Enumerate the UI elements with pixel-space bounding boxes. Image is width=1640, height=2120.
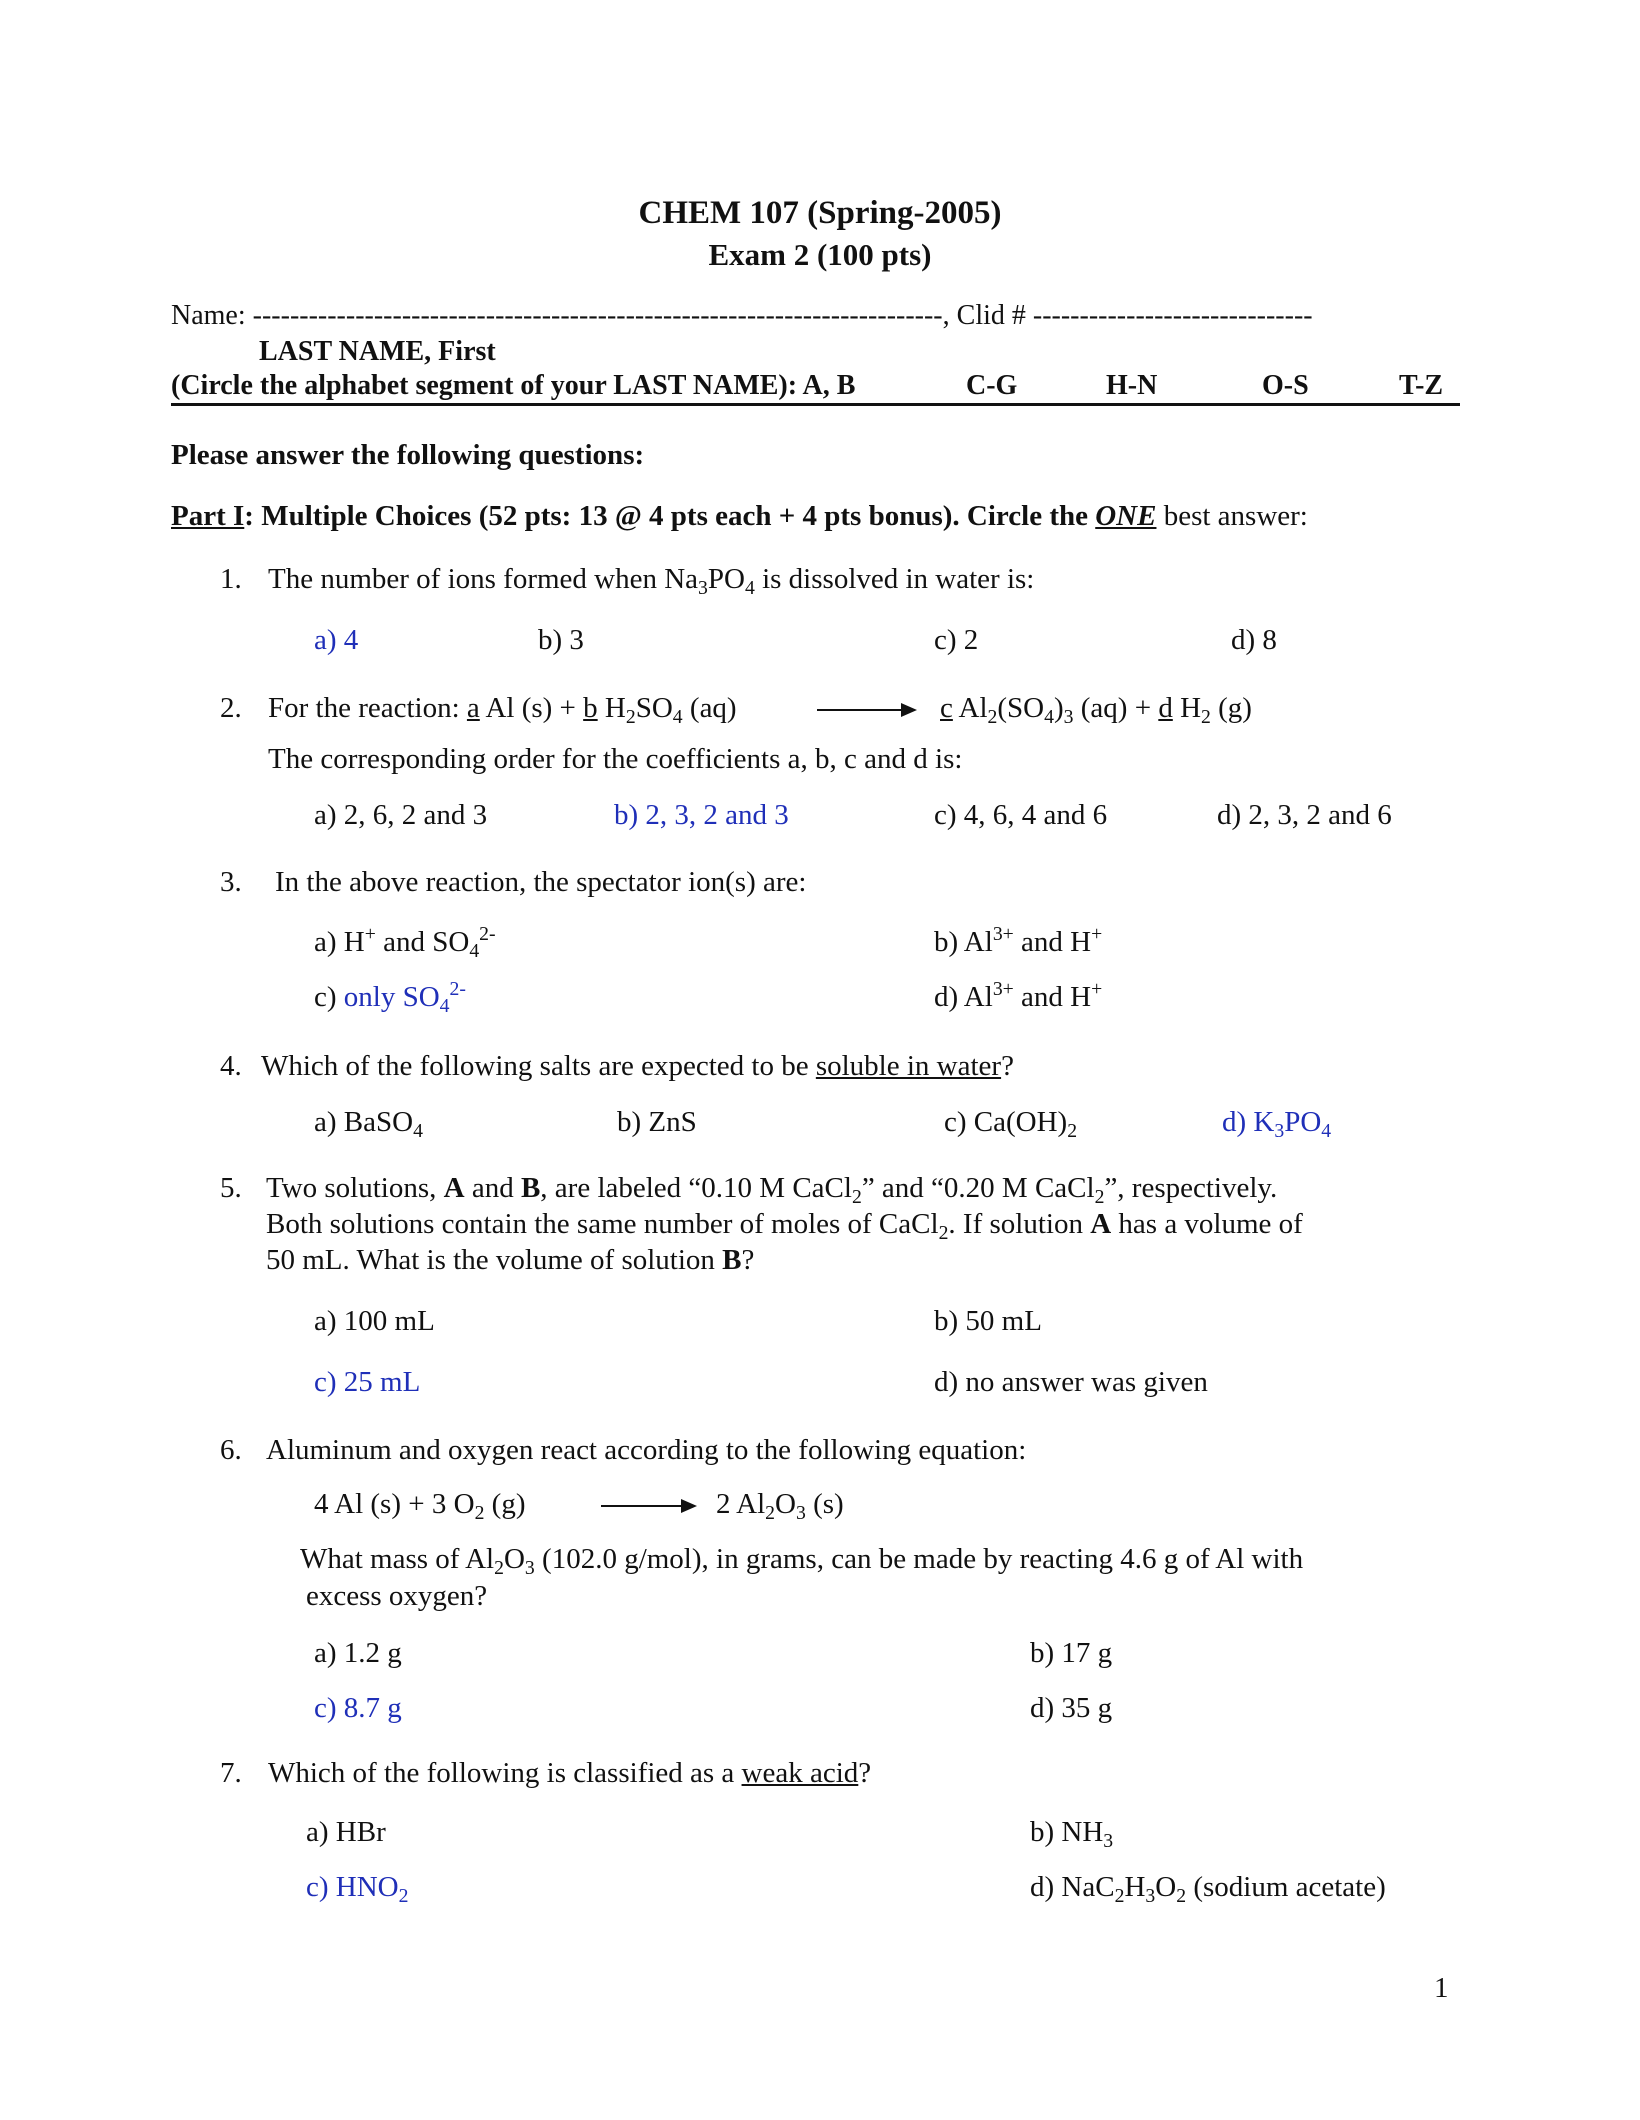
q1-text xyxy=(268,563,1035,599)
q3-option-b[interactable] xyxy=(934,923,1103,959)
q5-number: 5. xyxy=(220,1172,242,1204)
q6-sub: 2 xyxy=(765,1501,776,1524)
coef-d: d xyxy=(1158,692,1173,724)
last-name-hint: LAST NAME, First xyxy=(259,336,496,367)
part1-text: Multiple Choices (52 pts: 13 @ 4 pts each + 4 pts bonus). Circle the xyxy=(253,500,1096,532)
q6-equation-left xyxy=(314,1488,526,1524)
q3-c-pre: c) xyxy=(314,981,344,1013)
coef-c: c xyxy=(940,692,953,724)
q7-underlined: weak acid xyxy=(741,1757,859,1789)
q3-sup: + xyxy=(1091,923,1103,946)
q1-text-m: PO xyxy=(707,563,745,595)
q7-option-a[interactable]: a) HBr xyxy=(306,1816,386,1848)
q3-a-mid: and SO xyxy=(375,926,470,958)
q4-text-a: Which of the following salts are expected to be xyxy=(261,1050,816,1082)
q4-sub: 4 xyxy=(1321,1119,1332,1142)
q5-part: has a volume of xyxy=(1111,1208,1303,1240)
q2-sub: 2 xyxy=(1201,705,1211,728)
q6-sub: 2 xyxy=(474,1501,485,1524)
q1-text-b: is dissolved in water is: xyxy=(754,563,1035,595)
part1-tail: best answer: xyxy=(1156,500,1308,532)
q2-option-b[interactable]: b) 2, 3, 2 and 3 xyxy=(614,799,789,831)
q5-part: ” and “0.20 M CaCl xyxy=(861,1172,1095,1204)
segment-prompt: (Circle the alphabet segment of your LAST NAME): A, B xyxy=(171,370,856,401)
q3-sup: 2- xyxy=(479,923,496,946)
q1-option-b[interactable]: b) 3 xyxy=(538,624,584,656)
q4-sub: 4 xyxy=(413,1119,423,1142)
q4-option-d[interactable] xyxy=(1222,1106,1332,1142)
page-number: 1 xyxy=(1434,1972,1449,2004)
q3-sup: + xyxy=(364,923,376,946)
q2-line2: The corresponding order for the coefficients a, b, c and d is: xyxy=(268,743,963,775)
q5-bold: A xyxy=(443,1172,465,1204)
q1-text-a: The number of ions formed when Na xyxy=(268,563,699,595)
q3-c-answer: only SO xyxy=(343,981,440,1013)
q6-sub: 3 xyxy=(795,1501,806,1524)
q7-option-b[interactable] xyxy=(1030,1816,1114,1852)
q2-part: (SO xyxy=(997,692,1045,724)
q3-option-a[interactable] xyxy=(314,923,496,962)
q2-part: H xyxy=(597,692,626,724)
q3-b-mid: and H xyxy=(1013,926,1092,958)
q3-sup: + xyxy=(1091,978,1103,1001)
q5-sub: 2 xyxy=(938,1221,949,1244)
q4-underlined: soluble in water xyxy=(815,1050,1002,1082)
q7-sub: 2 xyxy=(1114,1884,1125,1907)
coef-a: a xyxy=(466,692,480,724)
course-title: CHEM 107 (Spring-2005) xyxy=(638,195,1002,231)
q7-sub: 3 xyxy=(1145,1884,1156,1907)
q6-line1 xyxy=(300,1543,1304,1579)
q7-c-text: c) HNO xyxy=(306,1871,399,1903)
q6-reaction-arrow xyxy=(601,1497,697,1515)
q4-sub: 3 xyxy=(1274,1119,1285,1142)
name-field[interactable]: -------------------------------------------------------------------------- xyxy=(252,300,943,331)
q4-text xyxy=(261,1050,1014,1083)
q6-option-d[interactable]: d) 35 g xyxy=(1030,1692,1113,1724)
q5-part: and xyxy=(464,1172,521,1204)
q5-option-a[interactable]: a) 100 mL xyxy=(314,1305,435,1337)
q3-text: In the above reaction, the spectator ion(s) are: xyxy=(275,866,807,898)
q7-text xyxy=(268,1757,871,1790)
q1-sub: 4 xyxy=(744,576,755,599)
q2-option-a[interactable]: a) 2, 6, 2 and 3 xyxy=(314,799,488,831)
q2-part: Al xyxy=(952,692,988,724)
q2-part: SO xyxy=(635,692,673,724)
q3-d-mid: and H xyxy=(1013,981,1092,1013)
q2-part: H xyxy=(1172,692,1202,724)
q7-sub: 2 xyxy=(1176,1884,1187,1907)
q6-text: Aluminum and oxygen react according to the following equation: xyxy=(266,1434,1027,1466)
q5-sub: 2 xyxy=(851,1185,862,1208)
segment-t-z[interactable]: T-Z xyxy=(1399,370,1444,401)
q4-text-b: ? xyxy=(1001,1050,1014,1082)
name-line xyxy=(171,300,1313,332)
q5-sub: 2 xyxy=(1094,1185,1105,1208)
q2-lead: For the reaction: xyxy=(268,692,467,724)
q6-part: What mass of Al xyxy=(300,1543,495,1575)
q7-option-c[interactable] xyxy=(306,1871,409,1907)
q6-sub: 3 xyxy=(524,1556,535,1579)
q4-option-b[interactable]: b) ZnS xyxy=(617,1106,697,1138)
q4-c-text: c) Ca(OH) xyxy=(944,1106,1068,1138)
q2-number: 2. xyxy=(220,692,242,724)
q3-sup: 2- xyxy=(449,978,466,1001)
clid-label: Clid # xyxy=(956,300,1026,331)
q6-eq-part: O xyxy=(775,1488,796,1520)
q5-option-d[interactable]: d) no answer was given xyxy=(934,1366,1208,1398)
clid-field[interactable]: ------------------------------ xyxy=(1032,300,1313,331)
q2-option-d[interactable]: d) 2, 3, 2 and 6 xyxy=(1217,799,1392,831)
q3-number: 3. xyxy=(220,866,242,898)
q3-sup: 3+ xyxy=(992,978,1014,1001)
q7-d-part: O xyxy=(1155,1871,1177,1903)
q4-number: 4. xyxy=(220,1050,242,1082)
q2-part: (aq) + xyxy=(1073,692,1159,724)
q6-option-c[interactable]: c) 8.7 g xyxy=(314,1692,402,1724)
q3-sub: 4 xyxy=(469,939,480,962)
q4-a-text: a) BaSO xyxy=(314,1106,414,1138)
q6-eq-part: 4 Al (s) + 3 O xyxy=(314,1488,475,1520)
q6-equation-right xyxy=(716,1488,844,1524)
q7-number: 7. xyxy=(220,1757,242,1789)
q5-line2 xyxy=(266,1208,1303,1244)
name-label: Name: xyxy=(171,300,246,331)
q4-d-text: d) K xyxy=(1222,1106,1275,1138)
q7-d-tail: (sodium acetate) xyxy=(1186,1871,1386,1903)
q2-sub: 2 xyxy=(987,705,998,728)
q7-option-d[interactable] xyxy=(1030,1871,1386,1907)
q1-number: 1. xyxy=(220,563,242,595)
q7-d-part: H xyxy=(1124,1871,1146,1903)
q5-bold: B xyxy=(520,1172,541,1204)
q6-option-a[interactable]: a) 1.2 g xyxy=(314,1637,402,1669)
q2-option-c[interactable]: c) 4, 6, 4 and 6 xyxy=(934,799,1108,831)
part1-heading xyxy=(171,500,1308,533)
q7-sub: 3 xyxy=(1103,1829,1114,1852)
q4-option-c[interactable] xyxy=(944,1106,1078,1142)
q7-d-text: d) NaC xyxy=(1030,1871,1115,1903)
segment-h-n[interactable]: H-N xyxy=(1106,370,1158,401)
q5-line3 xyxy=(266,1244,754,1277)
q3-d-pre: d) Al xyxy=(934,981,993,1013)
q6-eq-part: (s) xyxy=(805,1488,844,1520)
segment-o-s[interactable]: O-S xyxy=(1262,370,1309,401)
coef-b: b xyxy=(583,692,598,724)
q2-reaction-left xyxy=(268,692,737,728)
q6-part: O xyxy=(503,1543,525,1575)
q4-d-mid: PO xyxy=(1284,1106,1322,1138)
q2-part: ) xyxy=(1053,692,1064,724)
q2-sub: 4 xyxy=(1044,705,1054,728)
q3-option-c[interactable] xyxy=(314,978,466,1017)
header-rule xyxy=(171,403,1460,406)
q1-option-c[interactable]: c) 2 xyxy=(934,624,979,656)
exam-title: Exam 2 (100 pts) xyxy=(708,237,932,272)
q7-text-a: Which of the following is classified as a xyxy=(268,1757,742,1789)
q7-text-b: ? xyxy=(858,1757,872,1789)
part1-one: ONE xyxy=(1095,500,1157,532)
q1-option-a[interactable]: a) 4 xyxy=(314,624,359,656)
q5-line1 xyxy=(266,1172,1278,1208)
instructions: Please answer the following questions: xyxy=(171,439,645,471)
q6-number: 6. xyxy=(220,1434,242,1466)
q3-option-d[interactable] xyxy=(934,978,1103,1014)
q5-option-c[interactable]: c) 25 mL xyxy=(314,1366,421,1398)
q5-bold: A xyxy=(1090,1208,1112,1240)
q6-part: (102.0 g/mol), in grams, can be made by reacting 4.6 g of Al with xyxy=(534,1543,1304,1575)
q4-sub: 2 xyxy=(1067,1119,1078,1142)
q5-part: , are labeled “0.10 M CaCl xyxy=(540,1172,852,1204)
q7-sub: 2 xyxy=(398,1884,409,1907)
q5-part: . If solution xyxy=(948,1208,1091,1240)
q3-sub: 4 xyxy=(439,994,450,1017)
q5-bold: B xyxy=(722,1244,742,1276)
q5-part: ”, respectively. xyxy=(1104,1172,1278,1204)
q6-eq-part: 2 Al xyxy=(716,1488,766,1520)
q3-a-pre: a) H xyxy=(314,926,365,958)
part1-label: Part I xyxy=(171,500,245,532)
q6-eq-part: (g) xyxy=(484,1488,526,1520)
q7-b-text: b) NH xyxy=(1030,1816,1104,1848)
q2-reaction-arrow xyxy=(817,701,917,719)
q2-sub: 4 xyxy=(672,705,683,728)
q6-option-b[interactable]: b) 17 g xyxy=(1030,1637,1113,1669)
q5-part: Both solutions contain the same number of moles of CaCl xyxy=(266,1208,939,1240)
q6-line2: excess oxygen? xyxy=(306,1580,488,1612)
part1-colon: : xyxy=(244,500,254,532)
q3-b-pre: b) Al xyxy=(934,926,993,958)
comma: , xyxy=(942,300,950,331)
q2-sub: 3 xyxy=(1063,705,1074,728)
q4-option-a[interactable] xyxy=(314,1106,423,1142)
q5-option-b[interactable]: b) 50 mL xyxy=(934,1305,1042,1337)
q2-sub: 2 xyxy=(625,705,636,728)
q3-sup: 3+ xyxy=(992,923,1014,946)
segment-c-g[interactable]: C-G xyxy=(966,370,1018,401)
q5-part: 50 mL. What is the volume of solution xyxy=(266,1244,723,1276)
q5-part: ? xyxy=(741,1244,755,1276)
q2-part: (g) xyxy=(1210,692,1252,724)
q2-reaction-right xyxy=(940,692,1252,728)
q6-sub: 2 xyxy=(494,1556,504,1579)
q1-sub: 3 xyxy=(698,576,708,599)
q2-part: Al (s) + xyxy=(479,692,584,724)
q1-option-d[interactable]: d) 8 xyxy=(1231,624,1277,656)
q5-part: Two solutions, xyxy=(266,1172,444,1204)
q2-part: (aq) xyxy=(682,692,737,724)
